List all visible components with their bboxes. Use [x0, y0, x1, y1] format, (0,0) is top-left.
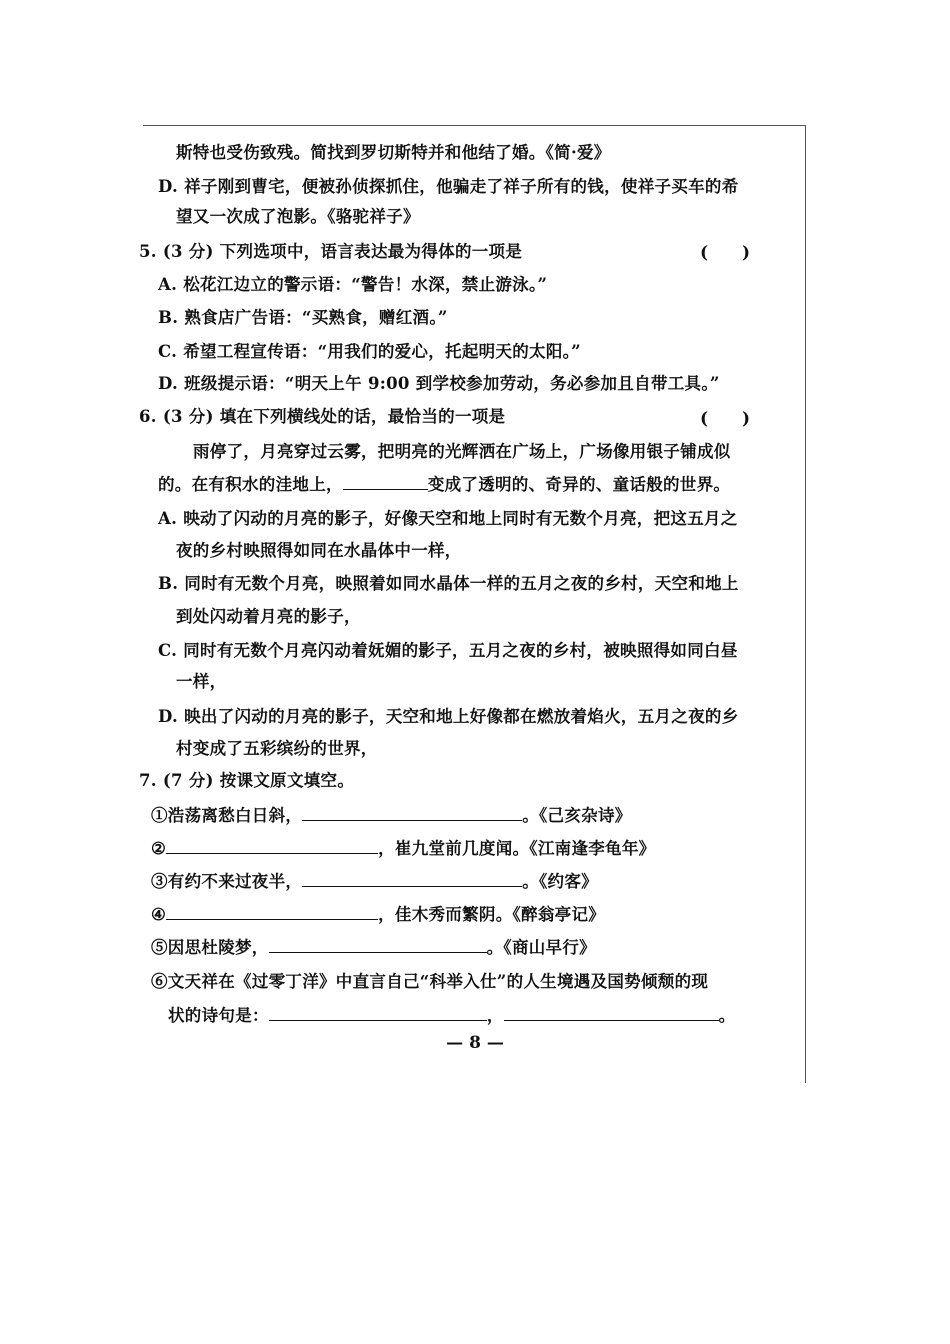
fill-item-4-source: ，佳木秀而繁阴。《醉翁亭记》	[378, 905, 606, 924]
question-6-option-d-line-1: D. 映出了闪动的月亮的影子，天空和地上好像都在燃放着焰火，五月之夜的乡	[158, 707, 739, 726]
question-6-answer-bracket: ( )	[700, 409, 751, 429]
text-line-1: 斯特也受伤致残。简找到罗切斯特并和他结了婚。《简·爱》	[176, 143, 611, 162]
question-5-title: 5. (3 分) 下列选项中，语言表达最为得体的一项是	[139, 242, 523, 261]
fill-item-1	[151, 804, 632, 828]
fill-item-6-line-2	[168, 1004, 735, 1028]
question-6-option-c-line-1: C. 同时有无数个月亮闪动着妩媚的影子，五月之夜的乡村，被映照得如同白昼	[158, 641, 738, 660]
fill-item-6-blank-1[interactable]	[269, 1004, 487, 1021]
fill-item-6-blank-2[interactable]	[504, 1004, 719, 1021]
question-6-option-d-line-2: 村变成了五彩缤纷的世界，	[176, 739, 378, 758]
question-6-passage-line-1: 雨停了，月亮穿过云雾，把明亮的光辉洒在广场上，广场像用银子铺成似	[193, 442, 731, 461]
page-number: — 8 —	[446, 1033, 504, 1053]
fill-item-1-blank[interactable]	[302, 804, 522, 821]
question-5-option-a: A. 松花江边立的警示语：“警告！水深，禁止游泳。”	[158, 275, 548, 294]
fill-item-3-prompt: ③有约不来过夜半，	[151, 872, 303, 891]
fill-item-3	[151, 870, 598, 894]
question-6-option-c-line-2: 一样，	[176, 672, 227, 691]
question-5-option-d: D. 班级提示语：“明天上午 9:00 到学校参加劳动，务必参加且自带工具。”	[158, 374, 720, 393]
question-6-option-a-line-2: 夜的乡村映照得如同在水晶体中一样，	[176, 541, 462, 560]
question-5-option-c: C. 希望工程宣传语：“用我们的爱心，托起明天的太阳。”	[158, 342, 581, 361]
fill-item-4-blank[interactable]	[166, 903, 378, 920]
option-d-line-1: D. 祥子刚到曹宅，便被孙侦探抓住，他骗走了祥子所有的钱，使祥子买车的希	[158, 177, 739, 196]
question-5-answer-bracket: ( )	[700, 243, 751, 263]
passage-text-after-blank: 变成了透明的、奇异的、童话般的世界。	[427, 475, 731, 494]
fill-item-2	[151, 837, 655, 861]
fill-item-4-number: ④	[151, 905, 167, 924]
right-border-line	[805, 125, 806, 1083]
fill-item-5-source: 。《商山早行》	[486, 938, 596, 957]
fill-item-6-prompt: 状的诗句是：	[168, 1006, 269, 1025]
fill-item-2-number: ②	[151, 839, 167, 858]
question-6-option-b-line-1: B. 同时有无数个月亮，映照着如同水晶体一样的五月之夜的乡村，天空和地上	[158, 574, 739, 593]
question-7-title: 7. (7 分) 按课文原文填空。	[139, 771, 355, 790]
fill-item-6-period: 。	[718, 1006, 736, 1025]
question-6-passage-line-2	[158, 473, 730, 497]
question-5-option-b: B. 熟食店广告语：“买熟食，赠红酒。”	[158, 308, 448, 327]
fill-item-6-comma: ，	[486, 1006, 504, 1025]
option-d-line-2: 望又一次成了泡影。《骆驼祥子》	[176, 207, 420, 226]
fill-item-5-blank[interactable]	[269, 936, 487, 953]
fill-item-5	[151, 936, 596, 960]
fill-item-4	[151, 903, 605, 927]
fill-item-6-line-1: ⑥文天祥在《过零丁洋》中直言自己“科举入仕”的人生境遇及国势倾颓的现	[151, 972, 709, 991]
fill-item-3-blank[interactable]	[302, 870, 522, 887]
question-6-option-a-line-1: A. 映动了闪动的月亮的影子，好像天空和地上同时有无数个月亮，把这五月之	[158, 509, 738, 528]
fill-item-2-blank[interactable]	[166, 837, 378, 854]
passage-text-before-blank: 的。在有积水的洼地上，	[158, 475, 343, 494]
fill-item-5-prompt: ⑤因思杜陵梦，	[151, 938, 269, 957]
question-6-option-b-line-2: 到处闪动着月亮的影子，	[176, 607, 361, 626]
fill-item-3-source: 。《约客》	[522, 872, 598, 891]
fill-item-1-source: 。《己亥杂诗》	[522, 806, 632, 825]
fill-item-2-source: ，崔九堂前几度闻。《江南逢李龟年》	[378, 839, 656, 858]
fill-item-1-prompt: ①浩荡离愁白日斜，	[151, 806, 303, 825]
answer-blank[interactable]	[343, 473, 428, 490]
question-6-title: 6. (3 分) 填在下列横线处的话，最恰当的一项是	[139, 407, 506, 426]
top-border-line	[143, 125, 806, 126]
